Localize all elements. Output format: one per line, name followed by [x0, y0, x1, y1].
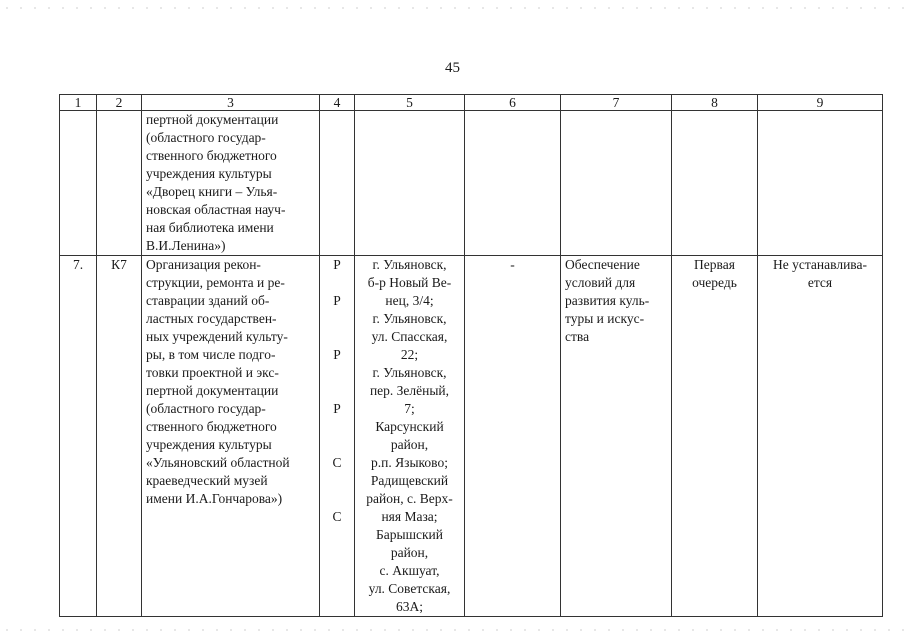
location-entry — [359, 526, 460, 616]
location-entry — [359, 472, 460, 526]
text-line: очередь — [692, 275, 737, 290]
text-line: ластных государствен- — [146, 311, 277, 326]
text-line: струкции, ремонта и ре- — [146, 275, 285, 290]
type-code: Р — [333, 401, 341, 416]
text-line: с. Акшуат, — [379, 563, 440, 578]
text-line: ная библиотека имени — [146, 220, 274, 235]
header-col-1: 1 — [60, 95, 97, 111]
header-col-3: 3 — [142, 95, 320, 111]
header-col-9: 9 — [758, 95, 883, 111]
text-line: Радищевский — [370, 473, 449, 488]
text-line: ставрации зданий об- — [146, 293, 270, 308]
text-line: пертной документации — [146, 112, 279, 127]
text-line: ных учреждений культу- — [146, 329, 288, 344]
row-note — [758, 256, 883, 617]
text-line: г. Ульяновск, — [372, 257, 447, 272]
row-col6: - — [465, 256, 561, 617]
text-line: 63А; — [396, 599, 423, 614]
type-code: С — [332, 509, 342, 524]
row-priority — [672, 256, 758, 617]
text-line: (областного государ- — [146, 401, 266, 416]
type-code: Р — [333, 347, 341, 362]
text-line: Первая — [694, 257, 735, 272]
continuation-description — [142, 111, 320, 256]
text-line: условий для — [565, 275, 636, 290]
cell-empty — [355, 111, 465, 256]
text-line: имени И.А.Гончарова») — [146, 491, 283, 506]
text-line: г. Ульяновск, — [372, 365, 447, 380]
location-entry — [359, 364, 460, 418]
text-line: В.И.Ленина») — [146, 238, 226, 253]
text-line: ственного бюджетного — [146, 419, 277, 434]
row-description — [142, 256, 320, 617]
cell-empty — [60, 111, 97, 256]
text-line: 22; — [400, 347, 419, 362]
text-line: учреждения культуры — [146, 166, 272, 181]
text-line: новская областная науч- — [146, 202, 286, 217]
cell-empty — [758, 111, 883, 256]
text-line: Организация рекон- — [146, 257, 261, 272]
text-line: район, с. Верх- — [366, 491, 453, 506]
row-number: 7. — [60, 256, 97, 617]
header-col-6: 6 — [465, 95, 561, 111]
text-line: р.п. Языково; — [371, 455, 448, 470]
cell-empty — [320, 111, 355, 256]
text-line: район, — [390, 545, 429, 560]
scan-artifact-bottom — [0, 628, 905, 632]
text-line: Барышский — [376, 527, 443, 542]
text-line: район, — [390, 437, 429, 452]
cell-empty — [465, 111, 561, 256]
text-line: пертной документации — [146, 383, 279, 398]
row-locations — [355, 256, 465, 617]
type-code: Р — [333, 293, 341, 308]
cell-empty — [672, 111, 758, 256]
text-line: ул. Советская, — [368, 581, 451, 596]
text-line: товки проектной и экс- — [146, 365, 279, 380]
header-col-7: 7 — [561, 95, 672, 111]
type-code: Р — [333, 257, 341, 272]
location-entry — [359, 256, 460, 310]
text-line: г. Ульяновск, — [372, 311, 447, 326]
text-line: б-р Новый Ве- — [367, 275, 452, 290]
text-line: ства — [565, 329, 590, 344]
text-line: 7; — [404, 401, 415, 416]
header-row — [60, 95, 883, 111]
text-line: ственного бюджетного — [146, 148, 277, 163]
text-line: развития куль- — [565, 293, 650, 308]
text-line: туры и искус- — [565, 311, 645, 326]
text-line: Обеспечение — [565, 257, 640, 272]
header-col-4: 4 — [320, 95, 355, 111]
table-row-continuation — [60, 111, 883, 256]
type-codes — [320, 256, 355, 617]
text-line: Карсунский — [375, 419, 444, 434]
text-line: Не устанавлива- — [773, 257, 867, 272]
text-line: «Дворец книги – Улья- — [146, 184, 278, 199]
page-number: 45 — [445, 60, 460, 76]
text-line: пер. Зелёный, — [369, 383, 450, 398]
scan-artifact-top — [0, 6, 905, 10]
text-line: ры, в том числе подго- — [146, 347, 276, 362]
location-entry — [359, 310, 460, 364]
text-line: (областного государ- — [146, 130, 266, 145]
text-line: нец, 3/4; — [385, 293, 434, 308]
cell-empty — [561, 111, 672, 256]
text-line: «Ульяновский областной — [146, 455, 290, 470]
document-table — [59, 94, 883, 617]
text-line: няя Маза; — [381, 509, 438, 524]
table-row-7 — [60, 256, 883, 617]
header-col-5: 5 — [355, 95, 465, 111]
text-line: краеведческий музей — [146, 473, 268, 488]
text-line: ется — [807, 275, 833, 290]
cell-empty — [97, 111, 142, 256]
row-code: К7 — [97, 256, 142, 617]
type-code: С — [332, 455, 342, 470]
row-purpose — [561, 256, 672, 617]
header-col-8: 8 — [672, 95, 758, 111]
location-entry — [359, 418, 460, 472]
text-line: ул. Спасская, — [371, 329, 448, 344]
header-col-2: 2 — [97, 95, 142, 111]
text-line: учреждения культуры — [146, 437, 272, 452]
